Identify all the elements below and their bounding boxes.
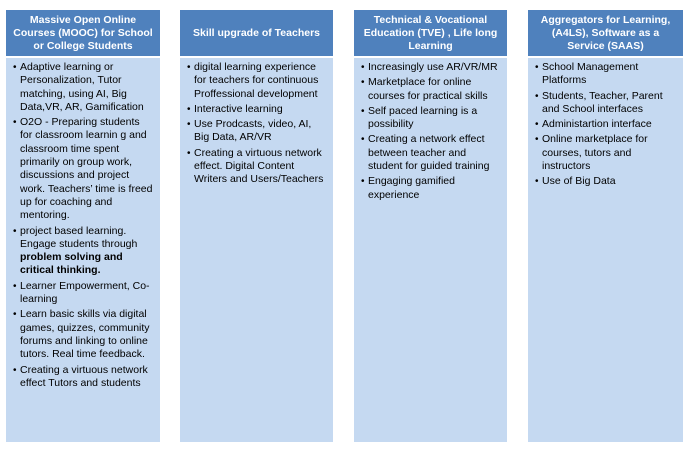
column-tve-title: Technical & Vocational Education (TVE) , Life long Learning: [354, 10, 507, 58]
column-teachers-body: [180, 58, 333, 187]
list-item-text: Learner Empowerment, Co-learning: [20, 279, 150, 306]
list-item-text: Use Prodcasts, video, AI, Big Data, AR/VR: [194, 118, 312, 144]
list-item: [361, 175, 501, 202]
list-item-text: Creating a virtuous network effect Tutors and students: [20, 363, 148, 389]
list-item: [535, 61, 677, 88]
list-item-bold-text: problem solving and critical thinking.: [20, 251, 123, 277]
list-item: [361, 133, 501, 173]
column-teachers-title: Skill upgrade of Teachers: [180, 10, 333, 58]
list-item-text: O2O - Preparing students for classroom learnin g and classroom time spent primarily on group work, discussions and project work. Teachers’ time is freed up for coaching and mentoring.: [20, 116, 153, 222]
column-aggregators: [528, 10, 683, 442]
list-item: [13, 61, 154, 114]
column-mooc: [6, 10, 160, 442]
list-item-text: Creating a network effect between teacher and student for guided training: [368, 133, 490, 173]
column-tve: [354, 10, 507, 442]
list-item: [13, 225, 154, 278]
list-item-text: Marketplace for online courses for practical skills: [368, 76, 488, 102]
list-item-text: Engaging gamified experience: [368, 175, 455, 201]
list-item-text: Learn basic skills via digital games, quizzes, community forums and linking to online tutors. Real time feedback.: [20, 308, 150, 361]
list-item: [187, 147, 327, 187]
list-item-text: project based learning. Engage students through: [20, 224, 138, 250]
list-item-text: Creating a virtuous network effect. Digital Content Writers and Users/Teachers: [194, 146, 324, 186]
column-tve-body: [354, 58, 507, 202]
list-item-text: Self paced learning is a possibility: [368, 104, 478, 131]
list-item: [361, 61, 501, 74]
list-item: [13, 308, 154, 361]
column-teachers-list: [187, 61, 327, 187]
column-mooc-body: [6, 58, 160, 390]
list-item: [13, 280, 154, 307]
list-item: [187, 61, 327, 101]
list-item: [13, 116, 154, 222]
list-item: [535, 175, 677, 188]
list-item: [187, 103, 327, 116]
list-item: [361, 105, 501, 132]
list-item: [535, 133, 677, 173]
list-item: [13, 364, 154, 391]
column-aggregators-list: [535, 61, 677, 189]
list-item-text: Interactive learning: [194, 102, 283, 115]
column-aggregators-title: Aggregators for Learning, (A4LS), Software as a Service (SAAS): [528, 10, 683, 58]
column-aggregators-body: [528, 58, 683, 189]
list-item-text: Use of Big Data: [542, 175, 616, 188]
list-item-text: Adaptive learning or Personalization, Tutor matching, using AI, Big Data,VR, AR, Gamification: [20, 61, 144, 113]
list-item: [535, 90, 677, 117]
list-item-text: Increasingly use AR/VR/MR: [368, 61, 498, 73]
column-mooc-list: [13, 61, 154, 390]
column-tve-list: [361, 61, 501, 202]
column-mooc-title: Massive Open Online Courses (MOOC) for School or College Students: [6, 10, 160, 58]
list-item: [361, 76, 501, 103]
list-item: [187, 118, 327, 145]
list-item-text: digital learning experience for teachers for continuous Proffessional development: [194, 61, 319, 100]
list-item-text: School Management Platforms: [542, 61, 639, 87]
list-item: [535, 118, 677, 131]
list-item-text: Students, Teacher, Parent and School interfaces: [542, 89, 663, 115]
column-teachers: [180, 10, 333, 442]
list-item-text: Administartion interface: [542, 118, 652, 131]
list-item-text: Online marketplace for courses, tutors and instructors: [542, 133, 648, 173]
